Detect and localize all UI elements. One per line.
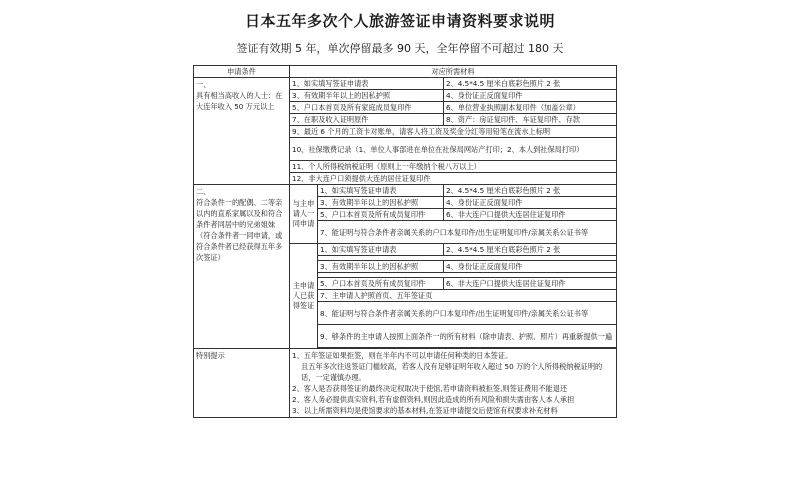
header-condition: 申请条件 bbox=[194, 66, 290, 78]
material-item: 4、身份证正反面复印件 bbox=[444, 90, 617, 102]
tip-item: 3、以上所需资料均是使馆要求的基本材料,在签证申请提交后使馆有权要求补充材料 bbox=[292, 406, 558, 415]
material-item: 7、在职及收入证明原件 bbox=[290, 114, 444, 126]
material-item: 4、身份证正反面复印件 bbox=[444, 197, 617, 209]
material-item: 5、户口本首页及所有成员复印件 bbox=[318, 209, 444, 221]
requirements-table bbox=[193, 65, 617, 418]
document-subtitle: 签证有效期 5 年，单次停留最多 90 天，全年停留不可超过 180 天 bbox=[236, 42, 564, 55]
material-item: 6、非大连户口提供大连居住证复印件 bbox=[444, 278, 617, 290]
sub-condition-approved: 主申请人已获得签证 bbox=[290, 244, 318, 349]
material-item: 10、社保缴费记录（1、单位人事部进在单位在社保局网站产打印；2、本人到社保局打印） bbox=[290, 138, 617, 161]
material-item: 9、够条件的主申请人按照上面条件一的所有材料（除申请表、护照、照片）再重新提供一遍 bbox=[318, 325, 617, 348]
condition-1-text: 具有相当高收入的人士：在大连年收入 50 万元以上 bbox=[196, 91, 283, 111]
material-item: 6、非大连户口提供大连居住证复印件 bbox=[444, 209, 617, 221]
sub-condition-joint: 与主申请人一同申请 bbox=[290, 185, 318, 244]
table-row bbox=[194, 78, 617, 90]
material-item: 2、4.5*4.5 厘米白底彩色照片 2 张 bbox=[444, 78, 617, 90]
condition-2-cell bbox=[194, 185, 290, 349]
material-item: 1、如实填写签证申请表 bbox=[318, 244, 444, 256]
tip-item: 2、客人是否获得签证的最终决定权取决于使馆,若申请资料被拒签,则签证费用不能退还 bbox=[292, 384, 568, 393]
tip-item: 2、客人务必提供真实资料,若有虚假资料,则因此造成的所有风险和损失需由客人本人承担 bbox=[292, 395, 575, 404]
material-item: 7、主申请人护照首页、五年签证页 bbox=[318, 290, 617, 302]
material-item: 2、4.5*4.5 厘米白底彩色照片 2 张 bbox=[444, 244, 617, 256]
material-item: 3、有效期半年以上的因私护照 bbox=[318, 261, 444, 273]
material-item: 3、有效期半年以上的因私护照 bbox=[290, 90, 444, 102]
material-item: 12、非大连户口须提供大连的居住证复印件 bbox=[290, 173, 617, 185]
material-item: 2、4.5*4.5 厘米白底彩色照片 2 张 bbox=[444, 185, 617, 197]
material-item: 8、资产：房证复印件、车证复印件、存款 bbox=[444, 114, 617, 126]
material-item: 1、如实填写签证申请表 bbox=[318, 185, 444, 197]
material-item: 11、个人所得税纳税证明（原则上一年缴纳个税八万以上） bbox=[290, 161, 617, 173]
table-row bbox=[194, 185, 617, 197]
table-row bbox=[194, 349, 617, 418]
condition-1-cell bbox=[194, 78, 290, 185]
condition-2-number: 二、 bbox=[196, 187, 211, 196]
tips-content bbox=[290, 349, 617, 418]
tips-label: 特别提示 bbox=[194, 349, 290, 418]
material-item: 9、最近 6 个月的工资卡对账单，请客人将工资及奖金分红等用铅笔在流水上标明 bbox=[290, 126, 617, 138]
tip-item: 且五年多次往返签证门槛较高，若客人没有足够证明年收入超过 50 万的个人所得税纳税证明的话，一定谨慎办理。 bbox=[301, 362, 603, 382]
material-item: 5、户口本首页及所有成员复印件 bbox=[318, 278, 444, 290]
material-item: 3、有效期半年以上的因私护照 bbox=[318, 197, 444, 209]
material-item: 1、如实填写签证申请表 bbox=[290, 78, 444, 90]
tip-item: 1、五年签证如果拒签，则在半年内不可以申请任何种类的日本签证。 bbox=[292, 351, 513, 360]
material-item: 5、户口本首页及所有家庭成员复印件 bbox=[290, 102, 444, 114]
table-header-row bbox=[194, 66, 617, 78]
material-item: 7、能证明与符合条件者亲属关系的户口本复印件/出生证明复印件/亲属关系公证书等 bbox=[318, 221, 617, 244]
material-item: 6、单位营业执照副本复印件（加盖公章） bbox=[444, 102, 617, 114]
condition-1-number: 一、 bbox=[196, 80, 211, 89]
material-item: 4、身份证正反面复印件 bbox=[444, 261, 617, 273]
condition-2-text: 符合条件一的配偶、二等亲以内的直系家属以及和符合条件者同居中的兄弟姐妹（符合条件者一同申请，或符合条件者已经获得五年多次签证） bbox=[196, 198, 283, 262]
document-title: 日本五年多次个人旅游签证申请资料要求说明 bbox=[244, 12, 555, 30]
material-item: 8、能证明与符合条件者亲属关系的户口本复印件/出生证明复印件/亲属关系公证书等 bbox=[318, 302, 617, 325]
header-materials: 对应所需材料 bbox=[290, 66, 617, 78]
